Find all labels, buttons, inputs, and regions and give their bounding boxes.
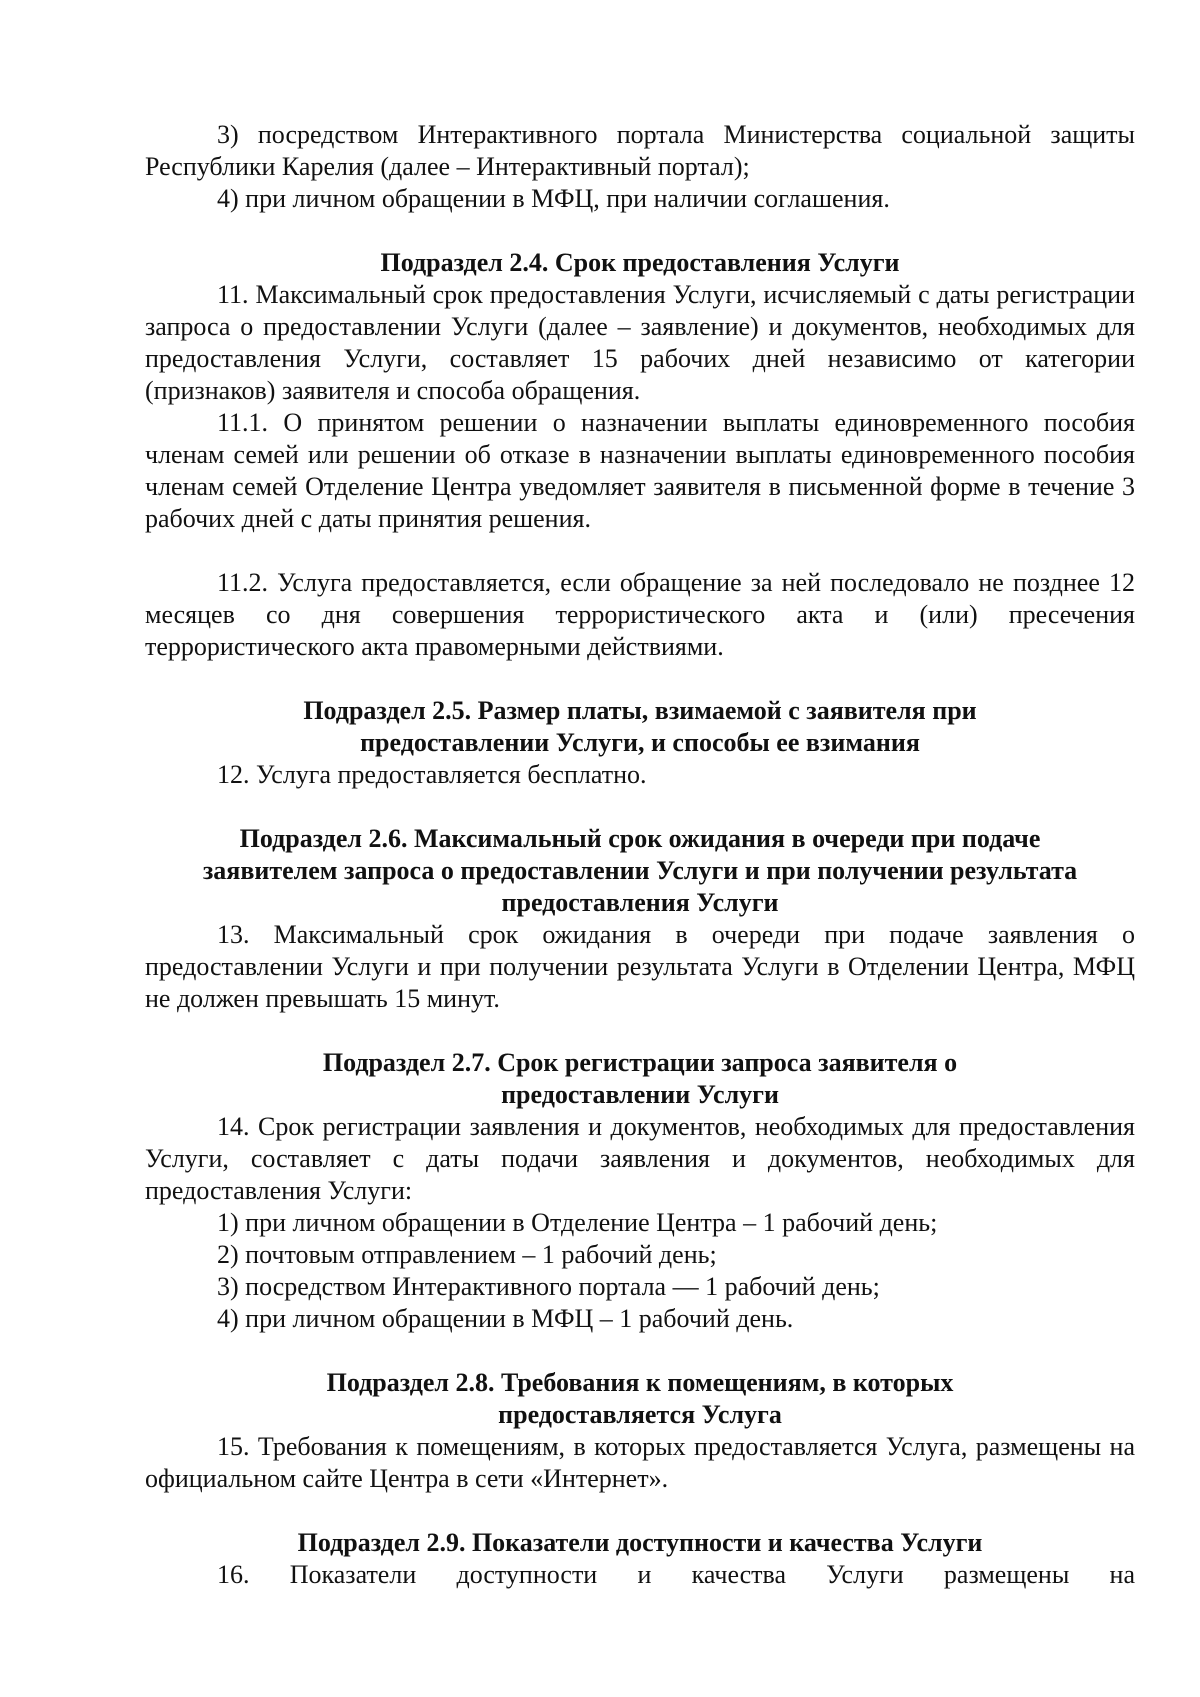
heading-subsection-2-6-line-1: Подраздел 2.6. Максимальный срок ожидания в очереди при подаче [239,824,1041,853]
heading-subsection-2-4: Подраздел 2.4. Срок предоставления Услуги [380,248,900,277]
heading-subsection-2-5-line-2: предоставлении Услуги, и способы ее взимания [360,728,920,757]
list-item-1: 1) при личном обращении в Отделение Центра – 1 рабочий день; [217,1208,938,1237]
paragraph-item-4-mfc: 4) при личном обращении в МФЦ, при наличии соглашения. [217,184,890,213]
heading-subsection-2-7-line-2: предоставлении Услуги [501,1080,779,1109]
paragraph-16: 16. Показатели доступности и качества Услуги размещены на [217,1560,1135,1589]
paragraph-11-2: 11.2. Услуга предоставляется, если обращение за ней последовало не позднее 12 месяцев со дня совершения террористического акта и (или) пресечения террористического акта правомерными действиями. [145,568,1135,661]
heading-subsection-2-6-line-2: заявителем запроса о предоставлении Услуги и при получении результата [202,856,1078,885]
heading-subsection-2-8-line-2: предоставляется Услуга [498,1400,782,1429]
paragraph-item-3-interactive-portal: 3) посредством Интерактивного портала Министерства социальной защиты Республики Карелия (далее – Интерактивный портал); [145,120,1135,181]
paragraph-13: 13. Максимальный срок ожидания в очереди при подаче заявления о предоставлении Услуги и при получении результата Услуги в Отделении Центра, МФЦ не должен превышать 15 минут. [145,920,1135,1013]
paragraph-12: 12. Услуга предоставляется бесплатно. [217,760,647,789]
heading-subsection-2-6-line-3: предоставления Услуги [501,888,779,917]
paragraph-14: 14. Срок регистрации заявления и документов, необходимых для предоставления Услуги, составляет с даты подачи заявления и документов, необходимых для предоставления Услуги: [145,1112,1135,1205]
heading-subsection-2-7-line-1: Подраздел 2.7. Срок регистрации запроса заявителя о [322,1048,958,1077]
list-item-2: 2) почтовым отправлением – 1 рабочий день; [217,1240,717,1269]
list-item-4: 4) при личном обращении в МФЦ – 1 рабочий день. [217,1304,794,1333]
list-item-3: 3) посредством Интерактивного портала — 1 рабочий день; [217,1272,880,1301]
paragraph-15: 15. Требования к помещениям, в которых предоставляется Услуга, размещены на официальном сайте Центра в сети «Интернет». [145,1432,1135,1493]
heading-subsection-2-9: Подраздел 2.9. Показатели доступности и качества Услуги [297,1528,983,1557]
heading-subsection-2-5-line-1: Подраздел 2.5. Размер платы, взимаемой с заявителя при [303,696,977,725]
paragraph-11-1: 11.1. О принятом решении о назначении выплаты единовременного пособия членам семей или решении об отказе в назначении выплаты единовременного пособия членам семей Отделение Центра уведомляет заявителя в письменной форме в течение 3 рабочих дней с даты принятия решения. [145,408,1135,533]
heading-subsection-2-8-line-1: Подраздел 2.8. Требования к помещениям, в которых [326,1368,954,1397]
paragraph-11: 11. Максимальный срок предоставления Услуги, исчисляемый с даты регистрации запроса о предоставлении Услуги (далее – заявление) и документов, необходимых для предоставления Услуги, составляет 15 рабочих дней независимо от категории (признаков) заявителя и способа обращения. [145,280,1135,405]
